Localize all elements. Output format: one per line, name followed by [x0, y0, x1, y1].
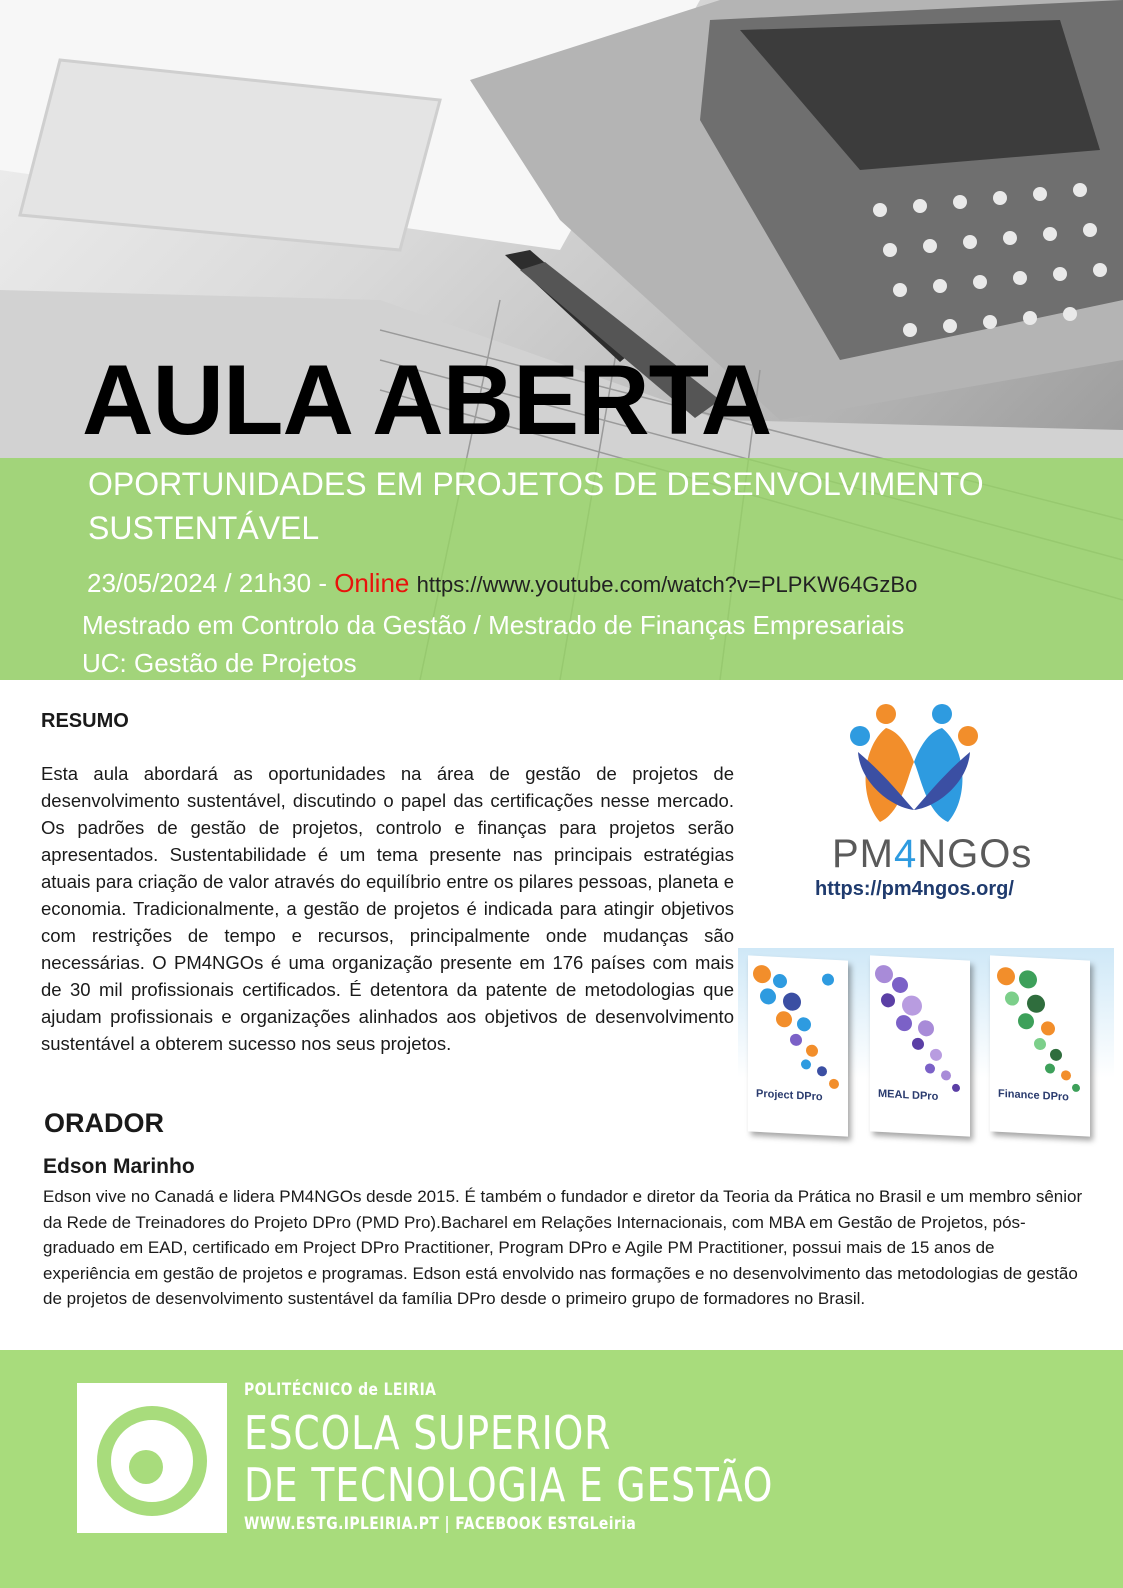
book-project-dpro [748, 955, 848, 1136]
youtube-link[interactable]: https://www.youtube.com/watch?v=PLPKW64GzBo [416, 572, 918, 597]
course-unit-line: UC: Gestão de Projetos [82, 648, 357, 678]
date-time: 23/05/2024 / 21h30 - [87, 568, 335, 598]
orador-heading: ORADOR [44, 1108, 164, 1138]
programme-line: Mestrado em Controlo da Gestão / Mestrado de Finanças Empresariais [82, 610, 905, 640]
book-title: Project DPro [756, 1087, 823, 1104]
school-name-line2: DE TECNOLOGIA E GESTÃO [244, 1458, 774, 1512]
online-label: Online [334, 568, 410, 598]
institution-name: POLITÉCNICO de LEIRIA [244, 1380, 437, 1400]
event-subtitle: OPORTUNIDADES EM PROJETOS DE DESENVOLVIMENTO SUSTENTÁVEL [88, 466, 984, 546]
footer-web-links[interactable]: WWW.ESTG.IPLEIRIA.PT | FACEBOOK ESTGLeiria [244, 1514, 637, 1534]
pm4ngos-people-logo-icon [850, 702, 980, 832]
dpro-books-image [738, 948, 1114, 1148]
book-finance-dpro [990, 955, 1090, 1136]
speaker-bio: Edson vive no Canadá e lidera PM4NGOs desde 2015. É também o fundador e diretor da Teoria da Prática no Brasil e um membro sênior da Rede de Treinadores do Projeto DPro (PMD Pro).Bacharel em Relações Internacionais, com MBA em Gestão de Projetos, pós-graduado em EAD, certificado em Project DPro Practitioner, Program DPro e Agile PM Practitioner, possui mais de 15 anos de experiência em gestão de projetos e programas. Edson está envolvido nas formações e no desenvolvimento das metodologias de gestão de projetos de desenvolvimento sustentável da família DPro desde o primeiro grupo de formadores no Brasil. [43, 1187, 1083, 1308]
pm4ngos-link[interactable]: https://pm4ngos.org/ [815, 878, 1014, 900]
book-meal-dpro [870, 955, 970, 1136]
estg-logo-icon [77, 1383, 227, 1533]
book-title: MEAL DPro [878, 1087, 939, 1103]
pm4ngos-wordmark [832, 832, 1032, 877]
wordmark-pm: PM [832, 832, 894, 876]
speaker-name: Edson Marinho [43, 1155, 195, 1178]
wordmark-ngos: NGOs [917, 832, 1033, 876]
wordmark-4: 4 [894, 832, 918, 876]
footer [0, 1350, 1123, 1588]
resumo-heading: RESUMO [41, 710, 129, 732]
school-name-line1: ESCOLA SUPERIOR [244, 1406, 612, 1460]
estg-logo [77, 1383, 227, 1533]
event-title: AULA ABERTA [82, 344, 772, 455]
hero-banner [0, 0, 1123, 680]
book-dots-icon [748, 955, 848, 1136]
book-title: Finance DPro [998, 1087, 1069, 1104]
programme-info [82, 606, 904, 680]
date-line [87, 566, 917, 602]
book-dots-icon [990, 955, 1090, 1136]
book-dots-icon [870, 955, 970, 1136]
resumo-text: Esta aula abordará as oportunidades na área de gestão de projetos de desenvolvimento sustentável, discutindo o papel das certificações nesse mercado. Os padrões de gestão de projetos, controlo e finanças para projetos serão apresentados. Sustentabilidade é um tema presente nas principais estratégias atuais para criação de valor através do equilíbrio entre os pilares pessoas, planeta e economia. Tradicionalmente, a gestão de projetos é indicada para atingir objetivos com restrições de tempo e recursos, principalmente onde mudanças são necessárias. O PM4NGOs é uma organização presente em 176 países com mais de 30 mil profissionais certificados. É detentora da patente de metodologias que ajudam profissionais e organizações alinhados aos objetivos de desenvolvimento sustentável a obterem sucesso nos seus projetos. [41, 763, 734, 1054]
